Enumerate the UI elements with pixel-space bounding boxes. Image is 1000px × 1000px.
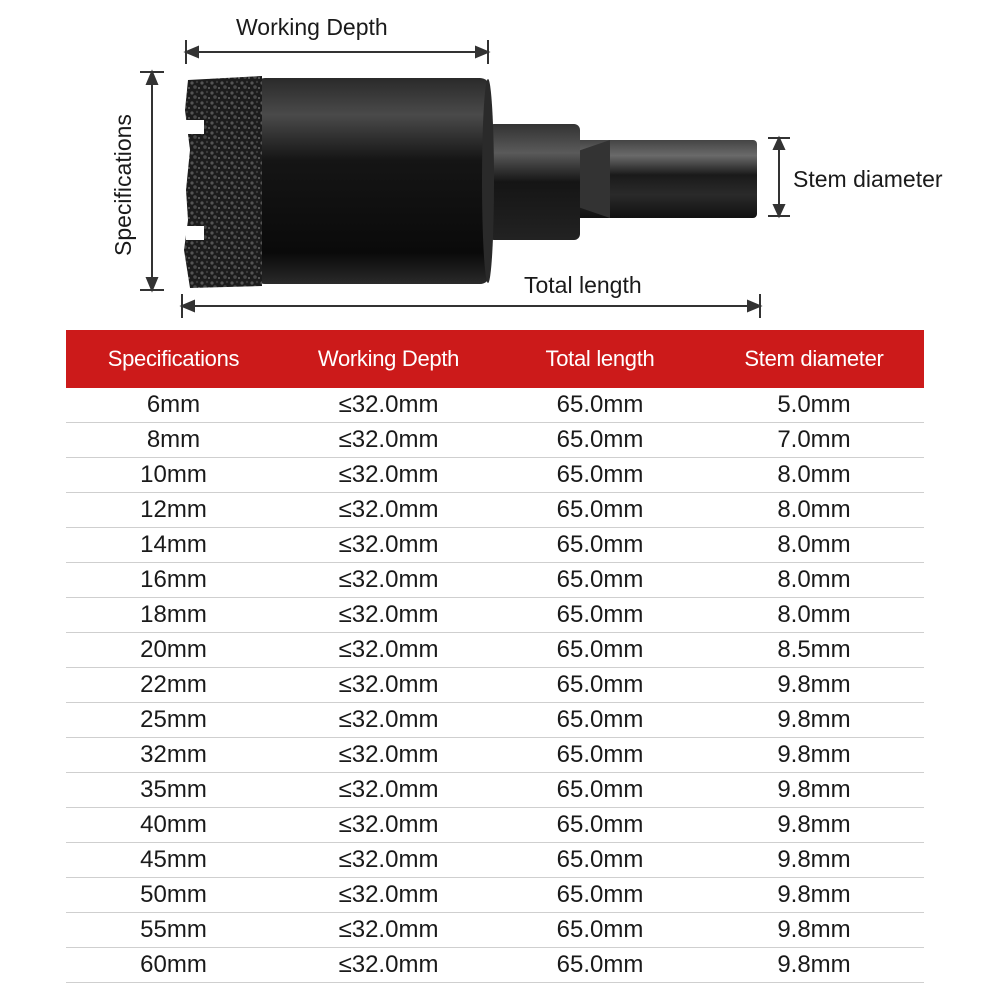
stem-diameter-dimension [768,138,790,216]
cell-specification: 55mm [66,913,281,948]
table-row [66,528,924,563]
cell-total-length: 65.0mm [496,598,704,633]
drill-bit-illustration [0,0,1000,330]
cell-stem-diameter: 8.5mm [704,633,924,668]
cell-specification: 35mm [66,773,281,808]
product-diagram [0,0,1000,330]
cell-working-depth: ≤32.0mm [281,703,496,738]
cell-working-depth: ≤32.0mm [281,388,496,423]
table-row [66,878,924,913]
hex-shank [575,140,757,218]
cell-stem-diameter: 9.8mm [704,948,924,983]
cell-stem-diameter: 9.8mm [704,773,924,808]
core-body [255,78,494,284]
cell-specification: 6mm [66,388,281,423]
cell-specification: 60mm [66,948,281,983]
cell-specification: 40mm [66,808,281,843]
cell-stem-diameter: 9.8mm [704,843,924,878]
cell-stem-diameter: 8.0mm [704,528,924,563]
header-specifications: Specifications [66,330,281,388]
table-header-row [66,330,924,388]
table-row [66,913,924,948]
table-row [66,808,924,843]
header-stem-diameter: Stem diameter [704,330,924,388]
cell-stem-diameter: 7.0mm [704,423,924,458]
cell-working-depth: ≤32.0mm [281,633,496,668]
cell-working-depth: ≤32.0mm [281,843,496,878]
cell-total-length: 65.0mm [496,528,704,563]
cell-stem-diameter: 9.8mm [704,878,924,913]
header-total-length: Total length [496,330,704,388]
cell-working-depth: ≤32.0mm [281,773,496,808]
cell-working-depth: ≤32.0mm [281,598,496,633]
specifications-table [66,330,924,983]
total-length-dimension [182,294,760,318]
table-row [66,668,924,703]
header-working-depth: Working Depth [281,330,496,388]
cell-total-length: 65.0mm [496,703,704,738]
cell-working-depth: ≤32.0mm [281,808,496,843]
stem-diameter-label: Stem diameter [793,166,943,192]
table-row [66,388,924,423]
cell-total-length: 65.0mm [496,668,704,703]
cell-stem-diameter: 8.0mm [704,493,924,528]
cell-stem-diameter: 9.8mm [704,703,924,738]
specifications-dimension [140,72,164,290]
cell-working-depth: ≤32.0mm [281,878,496,913]
shank-collar [488,124,580,240]
cell-working-depth: ≤32.0mm [281,458,496,493]
cell-working-depth: ≤32.0mm [281,423,496,458]
cell-stem-diameter: 9.8mm [704,668,924,703]
cell-stem-diameter: 9.8mm [704,913,924,948]
cell-specification: 22mm [66,668,281,703]
cell-stem-diameter: 9.8mm [704,738,924,773]
cell-specification: 25mm [66,703,281,738]
cell-total-length: 65.0mm [496,913,704,948]
cell-specification: 16mm [66,563,281,598]
table-row [66,563,924,598]
table-row [66,423,924,458]
cell-specification: 20mm [66,633,281,668]
working-depth-label: Working Depth [236,14,388,40]
table-row [66,598,924,633]
cell-specification: 10mm [66,458,281,493]
cell-total-length: 65.0mm [496,563,704,598]
cell-working-depth: ≤32.0mm [281,563,496,598]
table-row [66,493,924,528]
diamond-crown [184,76,262,288]
cell-specification: 18mm [66,598,281,633]
cell-specification: 14mm [66,528,281,563]
table-row [66,738,924,773]
cell-stem-diameter: 9.8mm [704,808,924,843]
cell-specification: 12mm [66,493,281,528]
cell-specification: 50mm [66,878,281,913]
cell-working-depth: ≤32.0mm [281,528,496,563]
cell-working-depth: ≤32.0mm [281,668,496,703]
cell-total-length: 65.0mm [496,388,704,423]
table-row [66,773,924,808]
cell-working-depth: ≤32.0mm [281,493,496,528]
cell-working-depth: ≤32.0mm [281,913,496,948]
total-length-label: Total length [524,272,642,298]
cell-specification: 45mm [66,843,281,878]
cell-specification: 8mm [66,423,281,458]
cell-total-length: 65.0mm [496,633,704,668]
cell-working-depth: ≤32.0mm [281,738,496,773]
cell-total-length: 65.0mm [496,808,704,843]
table-row [66,843,924,878]
cell-stem-diameter: 8.0mm [704,563,924,598]
working-depth-dimension [186,40,488,64]
table-row [66,458,924,493]
cell-stem-diameter: 8.0mm [704,598,924,633]
cell-working-depth: ≤32.0mm [281,948,496,983]
cell-specification: 32mm [66,738,281,773]
table-body [66,388,924,983]
cell-total-length: 65.0mm [496,493,704,528]
table-row [66,703,924,738]
cell-total-length: 65.0mm [496,738,704,773]
cell-total-length: 65.0mm [496,773,704,808]
cell-total-length: 65.0mm [496,458,704,493]
cell-total-length: 65.0mm [496,423,704,458]
cell-stem-diameter: 8.0mm [704,458,924,493]
table-row [66,948,924,983]
cell-stem-diameter: 5.0mm [704,388,924,423]
specifications-label: Specifications [110,114,136,256]
cell-total-length: 65.0mm [496,878,704,913]
cell-total-length: 65.0mm [496,948,704,983]
cell-total-length: 65.0mm [496,843,704,878]
table-row [66,633,924,668]
